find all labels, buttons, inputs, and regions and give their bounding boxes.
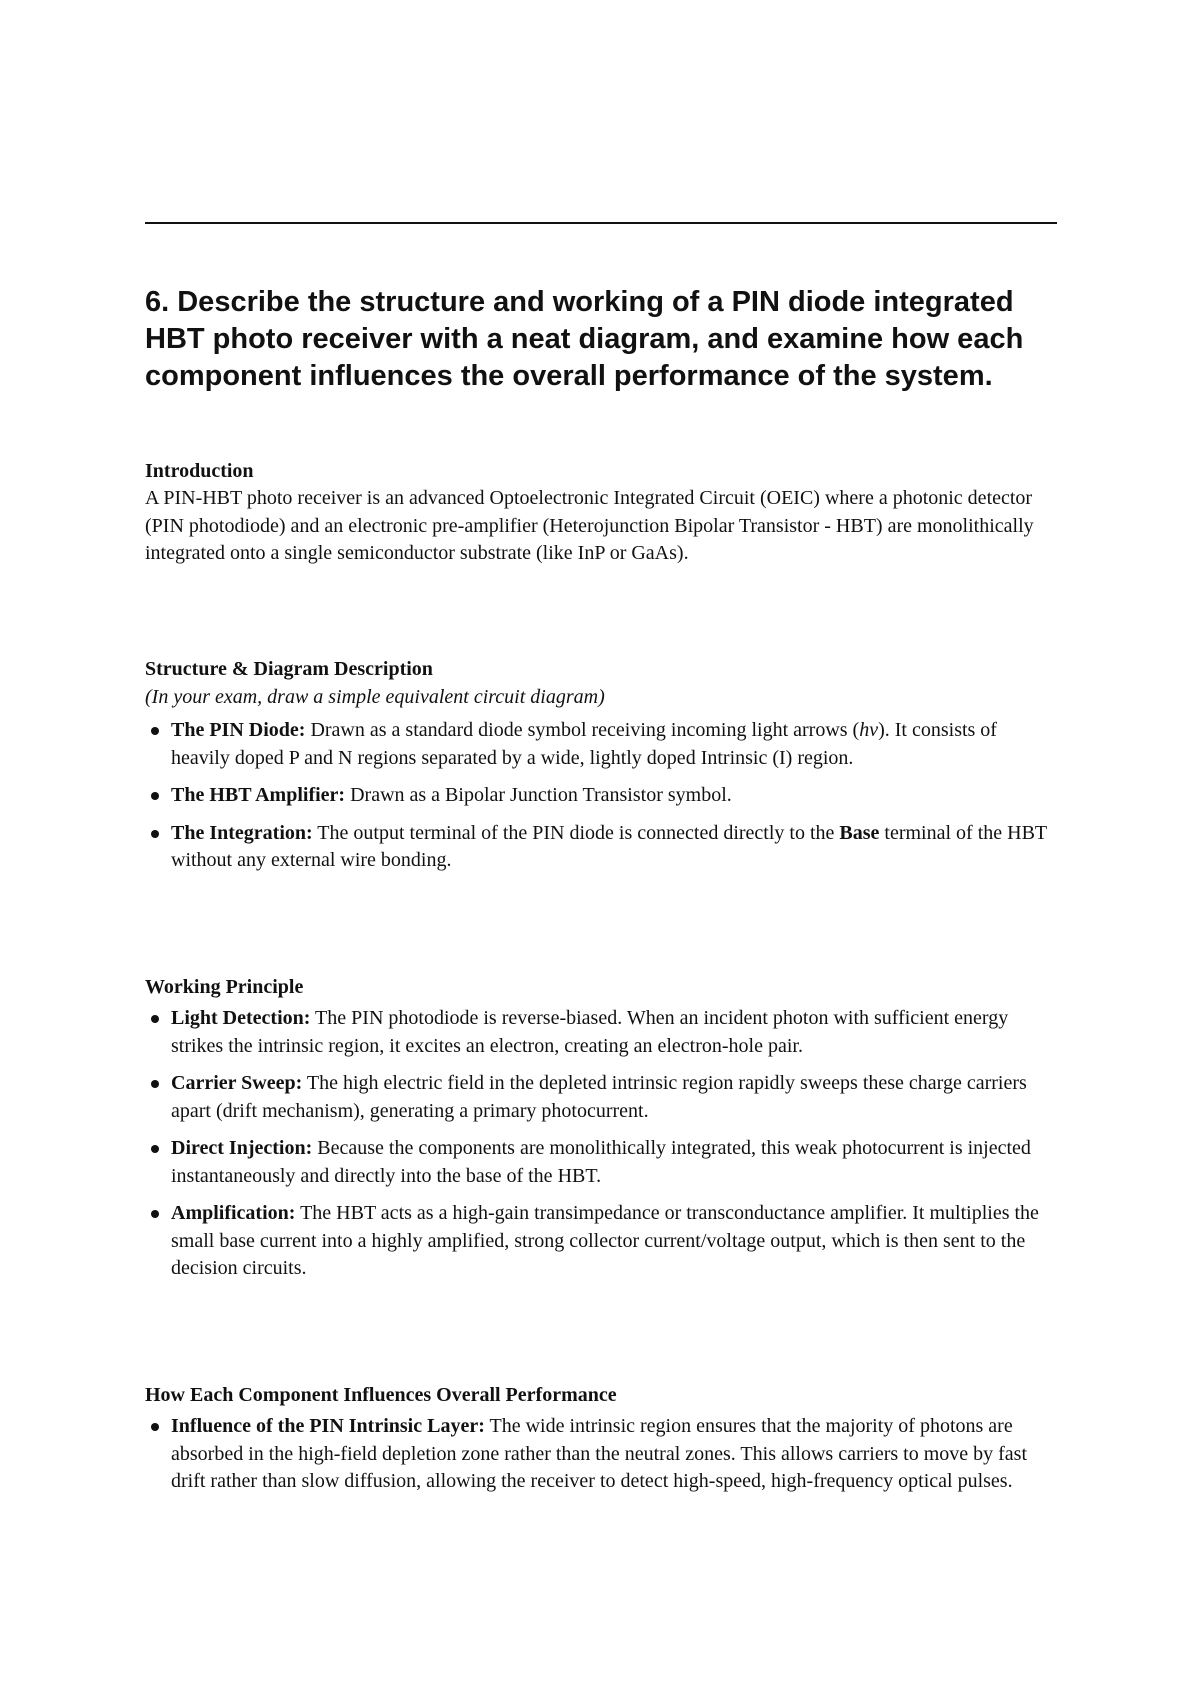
item-term: The Integration: <box>171 821 313 844</box>
item-term: Influence of the PIN Intrinsic Layer: <box>171 1415 485 1437</box>
structure-heading: Structure & Diagram Description <box>145 658 433 680</box>
item-term: The PIN Diode: <box>171 719 306 741</box>
item-text: The HBT acts as a high-gain transimpedance or transconductance amplifier. It multiplies the small base current into a highly amplified, strong collector current/voltage output, which is then sent to the decision circuits. <box>171 1202 1039 1279</box>
introduction-section <box>145 458 1057 568</box>
influence-heading: How Each Component Influences Overall Performance <box>145 1384 617 1406</box>
bullet-icon <box>151 1080 159 1088</box>
bullet-icon <box>151 1423 159 1431</box>
bullet-icon <box>151 1015 159 1023</box>
working-heading: Working Principle <box>145 976 304 998</box>
list-item <box>145 1135 1057 1190</box>
list-item <box>145 1200 1057 1283</box>
introduction-body: A PIN-HBT photo receiver is an advanced Optoelectronic Integrated Circuit (OEIC) where a photonic detector (PIN photodiode) and an electronic pre-amplifier (Heterojunction Bipolar Transistor - HBT) are monolithically integrated onto a single semiconductor substrate (like InP or GaAs). <box>145 487 1034 564</box>
item-term: Carrier Sweep: <box>171 1072 303 1094</box>
item-text: ). It consists of heavily doped P and N regions separated by a wide, lightly doped Intrinsic (I) region. <box>171 719 997 769</box>
influence-section <box>145 1382 1057 1506</box>
item-text: Because the components are monolithically integrated, this weak photocurrent is injected instantaneously and directly into the base of the HBT. <box>171 1137 1031 1187</box>
item-text: The PIN photodiode is reverse-biased. When an incident photon with sufficient energy strikes the intrinsic region, it excites an electron, creating an electron-hole pair. <box>171 1007 1009 1057</box>
list-item <box>145 717 1057 772</box>
item-term: Direct Injection: <box>171 1137 313 1159</box>
item-text: Drawn as a Bipolar Junction Transistor symbol. <box>345 784 732 806</box>
photon-energy-symbol: hv <box>859 719 879 741</box>
bullet-icon <box>151 1145 159 1153</box>
influence-list <box>145 1413 1057 1496</box>
structure-note: (In your exam, draw a simple equivalent circuit diagram) <box>145 686 605 708</box>
bullet-icon <box>151 727 159 735</box>
list-item <box>145 1070 1057 1125</box>
bullet-icon <box>151 1210 159 1218</box>
item-text: Drawn as a standard diode symbol receiving incoming light arrows ( <box>305 719 860 741</box>
item-text: terminal of the HBT without any external wire bonding. <box>171 821 1047 871</box>
item-text: The high electric field in the depleted intrinsic region rapidly sweeps these charge carriers apart (drift mechanism), generating a primary photocurrent. <box>171 1072 1027 1122</box>
bullet-icon <box>151 792 159 800</box>
item-term: Amplification: <box>171 1202 296 1224</box>
working-section <box>145 974 1057 1293</box>
question-title: 6. Describe the structure and working of a PIN diode integrated HBT photo receiver with a neat diagram, and examine how each component influences the overall performance of the system. <box>145 286 1024 392</box>
item-term: The HBT Amplifier: <box>171 784 346 806</box>
structure-list <box>145 717 1057 875</box>
item-text: The wide intrinsic region ensures that the majority of photons are absorbed in the high-field depletion zone rather than the neutral zones. This allows carriers to move by fast drift rather than slow diffusion, allowing the receiver to detect high-speed, high-frequency optical pulses. <box>171 1415 1028 1492</box>
horizontal-rule <box>145 222 1057 224</box>
item-text: The output terminal of the PIN diode is connected directly to the <box>312 821 840 844</box>
bullet-icon <box>151 830 159 838</box>
list-item <box>145 1413 1057 1496</box>
structure-section <box>145 656 1057 885</box>
list-item <box>145 820 1057 875</box>
introduction-heading: Introduction <box>145 460 254 482</box>
item-term: Light Detection: <box>171 1007 311 1029</box>
document-page <box>145 0 1057 1696</box>
item-bold-word: Base <box>839 821 880 844</box>
working-list <box>145 1005 1057 1283</box>
list-item <box>145 782 1057 810</box>
list-item <box>145 1005 1057 1060</box>
